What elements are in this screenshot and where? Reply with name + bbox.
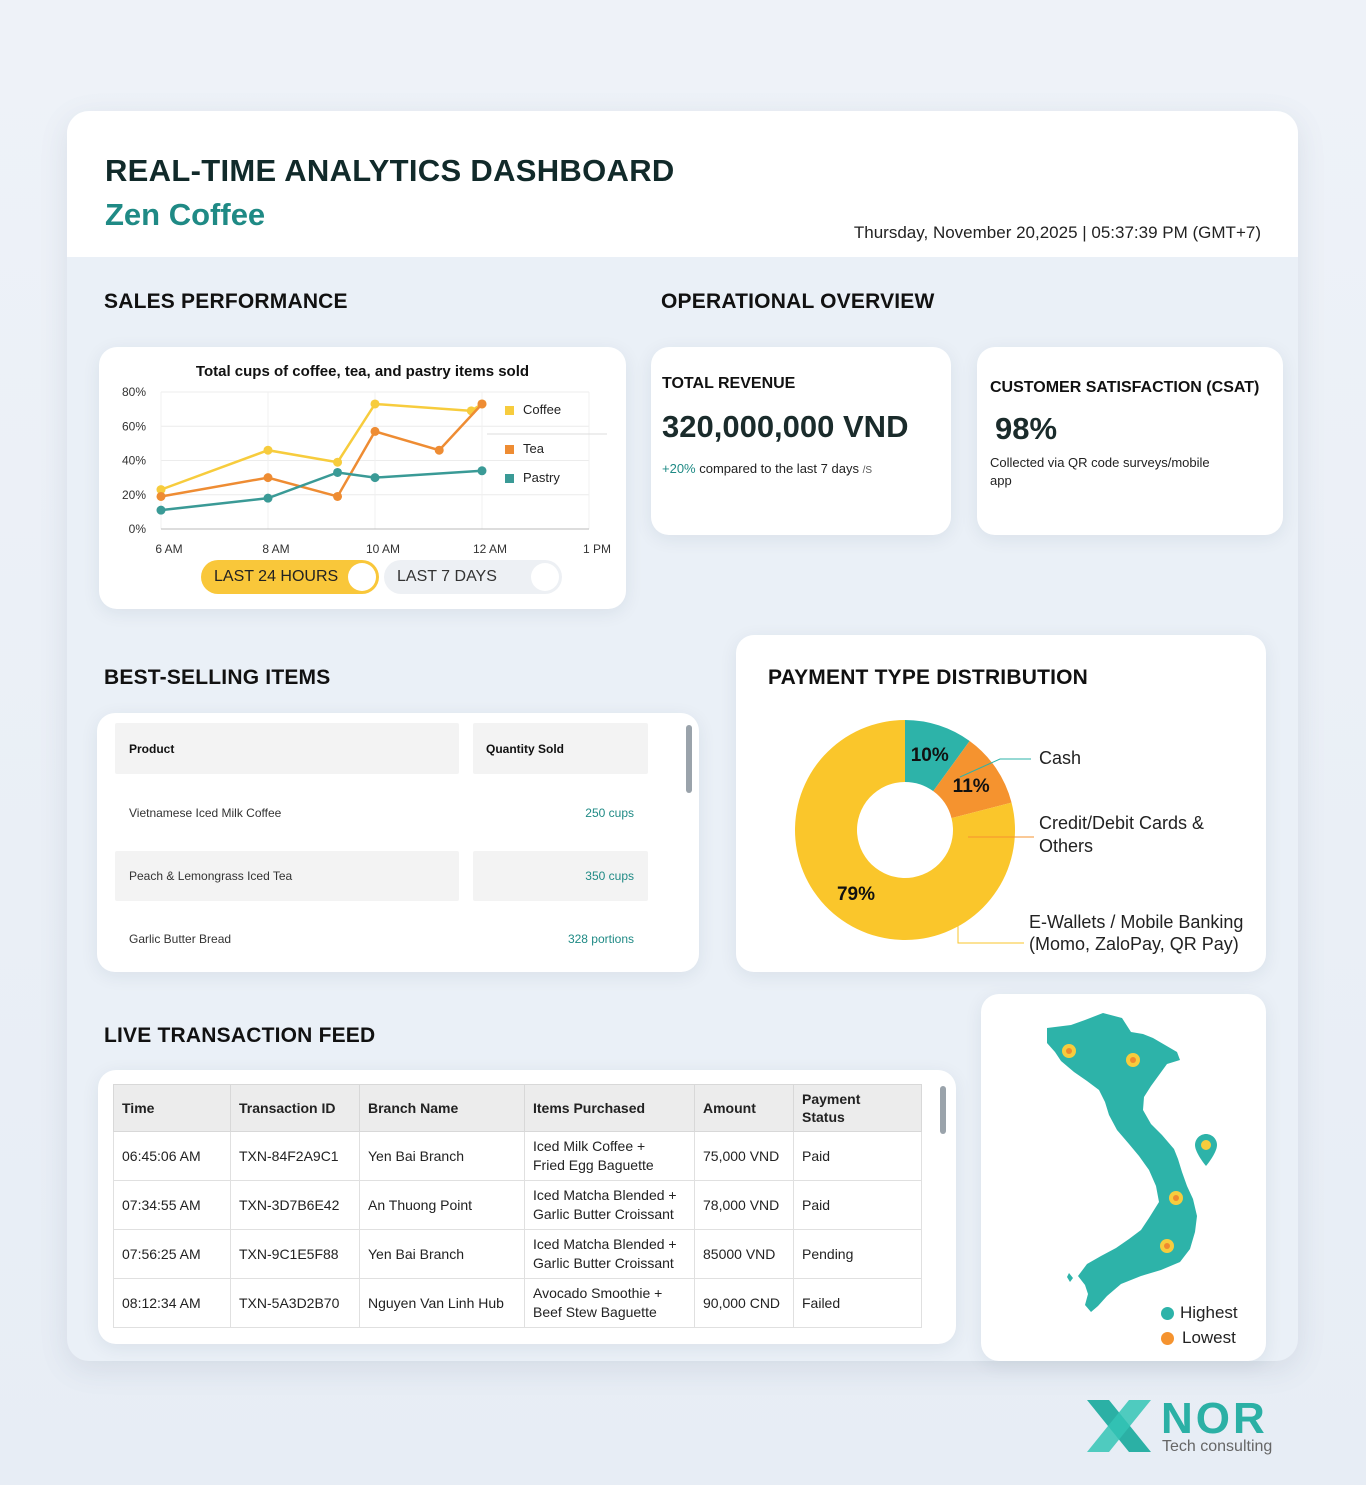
table-row[interactable] (114, 1132, 922, 1181)
item-line: Iced Matcha Blended + (533, 1187, 677, 1203)
cell-amount: 78,000 VND (695, 1181, 794, 1230)
column-header-transaction-id: Transaction ID (231, 1085, 360, 1132)
data-point-tea (264, 473, 273, 482)
payment-distribution-title: PAYMENT TYPE DISTRIBUTION (768, 666, 1089, 689)
branch-marker-core (1130, 1057, 1136, 1063)
live-feed-title: LIVE TRANSACTION FEED (104, 1024, 376, 1047)
change-percent: +20% (662, 461, 696, 476)
quantity-sold: 350 cups (585, 869, 634, 883)
chart-title: Total cups of coffee, tea, and pastry items sold (195, 363, 530, 380)
x-tick-label: 8 AM (262, 542, 290, 556)
y-tick-label: 20% (121, 487, 146, 502)
item-line: Avocado Smoothie + (533, 1285, 663, 1301)
legend-label: Tea (523, 441, 544, 456)
change-text: compared to the last 7 days (699, 461, 859, 476)
legend-dot-lowest (1161, 1332, 1174, 1345)
kpi-label: CUSTOMER SATISFACTION (CSAT) (990, 379, 1260, 396)
table-row[interactable] (114, 1279, 922, 1328)
pie-label-ewallet: E-Wallets / Mobile Banking (1029, 912, 1244, 932)
sales-performance-title: SALES PERFORMANCE (104, 290, 348, 313)
item-line: Garlic Butter Croissant (533, 1206, 674, 1222)
x-tick-label: 10 AM (365, 542, 401, 556)
cell-time: 07:34:55 AM (114, 1181, 231, 1230)
cell-status: Pending (794, 1230, 922, 1279)
legend-label: Coffee (523, 402, 562, 417)
logo-brand: NOR (1161, 1394, 1268, 1443)
header-line: Payment (802, 1091, 861, 1107)
series-line-coffee (161, 404, 482, 490)
cell-items (525, 1181, 695, 1230)
item-line: Iced Matcha Blended + (533, 1236, 677, 1252)
data-point-tea (333, 492, 342, 501)
data-point-pastry (333, 468, 342, 477)
product-name: Vietnamese Iced Milk Coffee (129, 806, 282, 820)
data-point-tea (478, 399, 487, 408)
item-line: Garlic Butter Croissant (533, 1255, 674, 1271)
item-line: Beef Stew Baguette (533, 1304, 657, 1320)
toggle-label: LAST 7 DAYS (397, 568, 497, 585)
pie-label-cards-line2: Others (1039, 836, 1094, 856)
line-chart (99, 377, 626, 587)
revenue-value: 320,000,000 VND (662, 409, 909, 444)
toggle-knob (348, 563, 376, 591)
cell-time: 08:12:34 AM (114, 1279, 231, 1328)
change-suffix: /S (862, 465, 873, 476)
toggle-label: LAST 24 HOURS (214, 568, 339, 585)
cell-transaction-id: TXN-3D7B6E42 (231, 1181, 360, 1230)
y-tick-label: 40% (121, 453, 146, 468)
cell-items (525, 1230, 695, 1279)
series-line-tea (161, 404, 482, 496)
data-point-pastry (264, 494, 273, 503)
data-point-coffee (333, 458, 342, 467)
logo-tagline: Tech consulting (1162, 1438, 1273, 1455)
x-logo-icon (1087, 1398, 1157, 1454)
data-point-tea (157, 492, 166, 501)
cell-transaction-id: TXN-5A3D2B70 (231, 1279, 360, 1328)
data-point-coffee (371, 399, 380, 408)
pie-label-cash: Cash (1039, 748, 1082, 768)
table-scrollbar[interactable] (686, 725, 692, 793)
pie-label-ewallet-line2: (Momo, ZaloPay, QR Pay) (1029, 934, 1239, 954)
x-tick-label: 6 AM (155, 542, 183, 556)
series-line-pastry (161, 471, 482, 510)
revenue-comparison (662, 460, 872, 480)
product-name: Peach & Lemongrass Iced Tea (129, 869, 293, 883)
quantity-sold: 328 portions (567, 932, 634, 946)
branch-marker-core (1164, 1243, 1170, 1249)
cell-amount: 90,000 CND (695, 1279, 794, 1328)
location-pin-core (1201, 1140, 1211, 1150)
y-tick-label: 60% (121, 419, 146, 434)
branch-marker-core (1066, 1048, 1072, 1054)
legend-label-highest: Highest (1180, 1303, 1238, 1322)
column-header-product: Product (129, 742, 175, 756)
best-selling-title: BEST-SELLING ITEMS (104, 666, 331, 689)
sales-chart-card (99, 347, 626, 609)
data-point-pastry (371, 473, 380, 482)
cell-branch: Yen Bai Branch (360, 1230, 525, 1279)
data-point-pastry (157, 506, 166, 515)
kpi-label: TOTAL REVENUE (662, 375, 796, 392)
x-tick-label: 1 PM (582, 542, 612, 556)
toggle-last-7-days[interactable] (384, 560, 562, 594)
legend-swatch (505, 474, 514, 483)
csat-value: 98% (995, 411, 1058, 446)
cell-time: 06:45:06 AM (114, 1132, 231, 1181)
table-row[interactable] (114, 1181, 922, 1230)
column-header-items: Items Purchased (525, 1085, 695, 1132)
current-datetime: Thursday, November 20,2025 | 05:37:39 PM (GMT+7) (853, 223, 1261, 242)
header-line: Status (802, 1109, 845, 1125)
csat-card (977, 347, 1283, 535)
legend-label-lowest: Lowest (1182, 1328, 1236, 1347)
cell-amount: 75,000 VND (695, 1132, 794, 1181)
operational-overview-title: OPERATIONAL OVERVIEW (661, 290, 935, 313)
csat-note-line1: Collected via QR code surveys/mobile (990, 455, 1210, 470)
toggle-knob (531, 563, 559, 591)
cell-status: Paid (794, 1132, 922, 1181)
pie-value-label: 10% (910, 744, 949, 766)
data-point-tea (371, 427, 380, 436)
transaction-table (113, 1084, 922, 1328)
table-row[interactable] (114, 1230, 922, 1279)
legend-dot-highest (1161, 1307, 1174, 1320)
cell-transaction-id: TXN-9C1E5F88 (231, 1230, 360, 1279)
leader-line-ewallet (958, 925, 1024, 943)
x-tick-label: 12 AM (472, 542, 508, 556)
toggle-last-24-hours[interactable] (201, 560, 379, 594)
cell-status: Failed (794, 1279, 922, 1328)
legend-label: Pastry (523, 470, 560, 485)
legend-swatch (505, 406, 514, 415)
branch-map-card (981, 994, 1266, 1361)
item-line: Fried Egg Baguette (533, 1157, 654, 1173)
cell-transaction-id: TXN-84F2A9C1 (231, 1132, 360, 1181)
column-header-payment-status (794, 1085, 922, 1132)
company-logo (1087, 1394, 1287, 1458)
column-header-quantity: Quantity Sold (486, 742, 564, 756)
product-name: Garlic Butter Bread (129, 932, 232, 946)
column-header-time: Time (114, 1085, 231, 1132)
column-header-branch: Branch Name (360, 1085, 525, 1132)
map-island (1067, 1273, 1073, 1282)
page-title: REAL-TIME ANALYTICS DASHBOARD (105, 153, 675, 188)
pie-value-label: 11% (952, 776, 990, 798)
branch-marker-core (1173, 1195, 1179, 1201)
quantity-sold: 250 cups (585, 806, 634, 820)
payment-distribution-card (736, 635, 1266, 972)
item-line: Iced Milk Coffee + (533, 1138, 646, 1154)
pie-value-label: 79% (836, 884, 875, 906)
y-tick-label: 80% (121, 385, 146, 399)
transaction-scrollbar[interactable] (940, 1086, 946, 1134)
cell-time: 07:56:25 AM (114, 1230, 231, 1279)
total-revenue-card (651, 347, 951, 535)
cell-branch: Yen Bai Branch (360, 1132, 525, 1181)
cell-status: Paid (794, 1181, 922, 1230)
column-header-amount: Amount (695, 1085, 794, 1132)
data-point-pastry (478, 466, 487, 475)
best-selling-table (97, 713, 699, 972)
cell-branch: An Thuong Point (360, 1181, 525, 1230)
legend-swatch (505, 445, 514, 454)
brand-name: Zen Coffee (105, 197, 266, 232)
cell-items (525, 1132, 695, 1181)
cell-amount: 85000 VND (695, 1230, 794, 1279)
dashboard-header (67, 111, 1298, 257)
y-tick-label: 0% (128, 522, 146, 536)
cell-items (525, 1279, 695, 1328)
cell-branch: Nguyen Van Linh Hub (360, 1279, 525, 1328)
table-header-row (114, 1085, 922, 1132)
data-point-coffee (264, 446, 273, 455)
pie-label-cards: Credit/Debit Cards & (1039, 813, 1205, 833)
csat-note-line2: app (990, 473, 1012, 488)
data-point-tea (435, 446, 444, 455)
